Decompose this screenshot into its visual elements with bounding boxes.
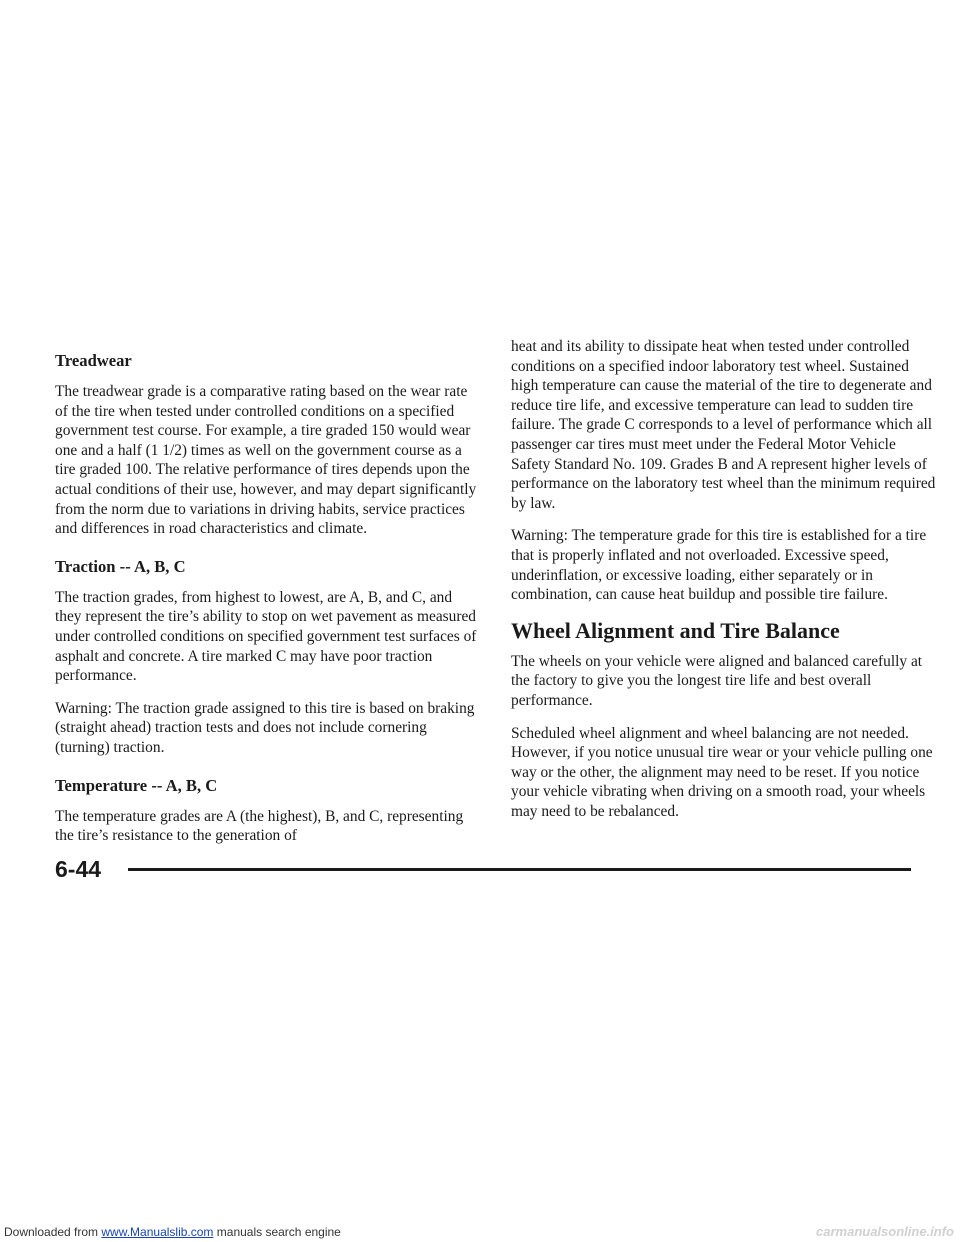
temperature-heading: Temperature -- A, B, C <box>55 775 218 795</box>
alignment-paragraph-2: Scheduled wheel alignment and wheel balancing are not needed. However, if you notice unusual tire wear or your vehicle pulling one way or the other, the alignment may need to be reset. If you notice your vehicle vibrating when driving on a smooth road, your wheels may need to be rebalanced. <box>511 724 933 820</box>
left-column <box>55 337 480 859</box>
temperature-warning: Warning: The temperature grade for this tire is established for a tire that is properly inflated and not overloaded. Excessive speed, underinflation, or excessive loading, either separately or in combination, can cause heat buildup and possible tire failure. <box>511 527 927 604</box>
page-number: 6-44 <box>55 856 102 882</box>
watermark-text: carmanualsonline.info <box>816 1224 954 1239</box>
download-suffix: manuals search engine <box>213 1225 341 1239</box>
temperature-continued-paragraph: heat and its ability to dissipate heat when tested under controlled conditions on a specified indoor laboratory test wheel. Sustained high temperature can cause the material of the tire to degenerate and reduce tire life, and excessive temperature can lead to sudden tire failure. The grade C corresponds to a level of performance which all passenger car tires must meet under the Federal Motor Vehicle Safety Standard No. 109. Grades B and A represent higher levels of performance on the laboratory test wheel than the minimum required by law. <box>511 338 936 512</box>
treadwear-heading: Treadwear <box>55 351 132 370</box>
alignment-heading: Wheel Alignment and Tire Balance <box>511 617 840 643</box>
temperature-paragraph: The temperature grades are A (the highest), B, and C, representing the tire’s resistance to the generation of <box>55 807 464 845</box>
download-bar <box>0 1222 960 1242</box>
traction-paragraph: The traction grades, from highest to lowest, are A, B, and C, and they represent the tire’s ability to stop on wet pavement as measured under controlled conditions on specified government test surfaces of asphalt and concrete. A tire marked C may have poor traction performance. <box>55 588 477 685</box>
footer-rule <box>128 868 911 871</box>
alignment-paragraph-1: The wheels on your vehicle were aligned and balanced carefully at the factory to give you the longest tire life and best overall performance. <box>511 652 923 709</box>
download-prefix: Downloaded from <box>4 1225 102 1239</box>
right-column <box>511 337 936 834</box>
traction-heading: Traction -- A, B, C <box>55 556 186 576</box>
download-credit <box>4 1222 341 1242</box>
traction-warning: Warning: The traction grade assigned to this tire is based on braking (straight ahead) traction tests and does not include cornering (turning) traction. <box>55 699 475 756</box>
manualslib-link[interactable]: www.Manualslib.com <box>101 1225 214 1239</box>
treadwear-paragraph: The treadwear grade is a comparative rating based on the wear rate of the tire when tested under controlled conditions on a specified government test course. For example, a tire graded 150 would wear one and a half (1 1/2) times as well on the government course as a tire graded 100. The relative performance of tires depends upon the actual conditions of their use, however, and may depart significantly from the norm due to variations in driving habits, service practices and differences in road characteristics and climate. <box>55 383 477 538</box>
